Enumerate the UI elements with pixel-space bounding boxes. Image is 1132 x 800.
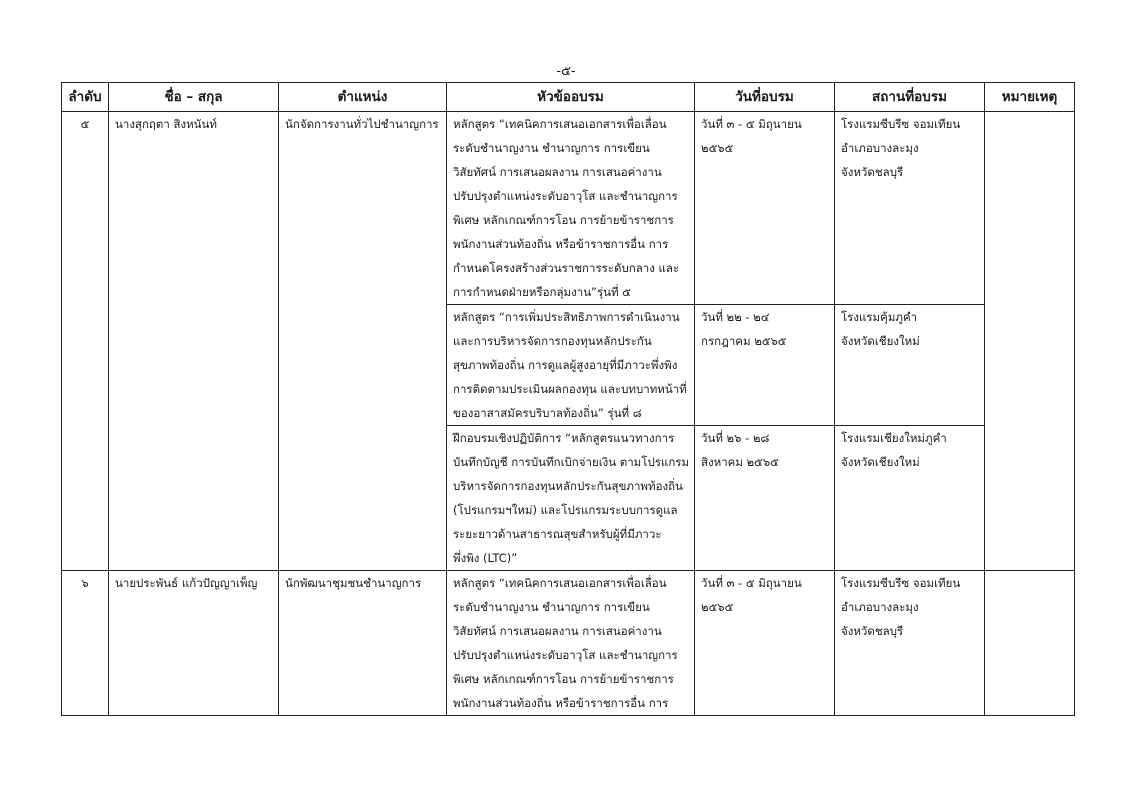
training-date: วันที่ ๓ - ๕ มิถุนายน ๒๕๖๕ (695, 112, 835, 305)
training-topic: หลักสูตร “การเพิ่มประสิทธิภาพการดำเนินงาน และการบริหารจัดการกองทุนหลักประกัน สุขภาพท้องถิ่น การดูแลผู้สูงอายุที่มีภาวะพึ่งพิง การติดตามประเมินผลกองทุน และบทบาทหน้าที่ ของอาสาสมัครบริบาลท้องถิ่น” รุ่นที่ ๘ (447, 305, 695, 426)
training-date: วันที่ ๒๖ - ๒๘ สิงหาคม ๒๕๖๕ (695, 426, 835, 571)
table-header-row (62, 83, 1075, 112)
page-number: -๕- (556, 64, 576, 79)
row-name: นายประพันธ์ แก้วปัญญาเพ็ญ (109, 571, 279, 716)
header-topic: หัวข้ออบรม (447, 83, 695, 112)
training-topic: หลักสูตร “เทคนิคการเสนอเอกสารเพื่อเลื่อน ระดับชำนาญงาน ชำนาญการ การเขียน วิสัยทัศน์ การเสนอผลงาน การเสนอค่างาน ปรับปรุงตำแหน่งระดับอาวุโส และชำนาญการ พิเศษ หลักเกณฑ์การโอน การย้ายข้าราชการ พนักงานส่วนท้องถิ่น หรือข้าราชการอื่น การ (447, 571, 695, 716)
header-date: วันที่อบรม (695, 83, 835, 112)
row-seq: ๖ (62, 571, 109, 716)
header-venue: สถานที่อบรม (835, 83, 985, 112)
row-name: นางสุกฤตา สิงหนันท์ (109, 112, 279, 571)
training-date: วันที่ ๓ - ๕ มิถุนายน ๒๕๖๕ (695, 571, 835, 716)
training-table (61, 82, 1075, 716)
training-venue: โรงแรมซีบรีซ จอมเทียน อำเภอบางละมุง จังหวัดชลบุรี (835, 112, 985, 305)
table-row (62, 112, 1075, 305)
training-venue: โรงแรมคุ้มภูคำ จังหวัดเชียงใหม่ (835, 305, 985, 426)
header-name: ชื่อ – สกุล (109, 83, 279, 112)
header-remark: หมายเหตุ (985, 83, 1075, 112)
row-remark (985, 112, 1075, 571)
header-position: ตำแหน่ง (279, 83, 447, 112)
training-topic: หลักสูตร “เทคนิคการเสนอเอกสารเพื่อเลื่อน ระดับชำนาญงาน ชำนาญการ การเขียน วิสัยทัศน์ การเสนอผลงาน การเสนอค่างาน ปรับปรุงตำแหน่งระดับอาวุโส และชำนาญการ พิเศษ หลักเกณฑ์การโอน การย้ายข้าราชการ พนักงานส่วนท้องถิ่น หรือข้าราชการอื่น การ กำหนดโครงสร้างส่วนราชการระดับกลาง และ การกำหนดฝ่ายหรือกลุ่มงาน”รุ่นที่ ๕ (447, 112, 695, 305)
table-row (62, 571, 1075, 716)
training-venue: โรงแรมซีบรีซ จอมเทียน อำเภอบางละมุง จังหวัดชลบุรี (835, 571, 985, 716)
training-date: วันที่ ๒๒ - ๒๔ กรกฎาคม ๒๕๖๕ (695, 305, 835, 426)
row-position: นักจัดการงานทั่วไปชำนาญการ (279, 112, 447, 571)
row-position: นักพัฒนาชุมชนชำนาญการ (279, 571, 447, 716)
row-seq: ๕ (62, 112, 109, 571)
row-remark (985, 571, 1075, 716)
header-seq: ลำดับ (62, 83, 109, 112)
training-venue: โรงแรมเชียงใหม่ภูคำ จังหวัดเชียงใหม่ (835, 426, 985, 571)
training-topic: ฝึกอบรมเชิงปฏิบัติการ “หลักสูตรแนวทางการ บันทึกบัญชี การบันทึกเบิกจ่ายเงิน ตามโปรแกรม บริหารจัดการกองทุนหลักประกันสุขภาพท้องถิ่น (โปรแกรมฯใหม่) และโปรแกรมระบบการดูแล ระยะยาวด้านสาธารณสุขสำหรับผู้ที่มีภาวะ พึ่งพิง (LTC)” (447, 426, 695, 571)
